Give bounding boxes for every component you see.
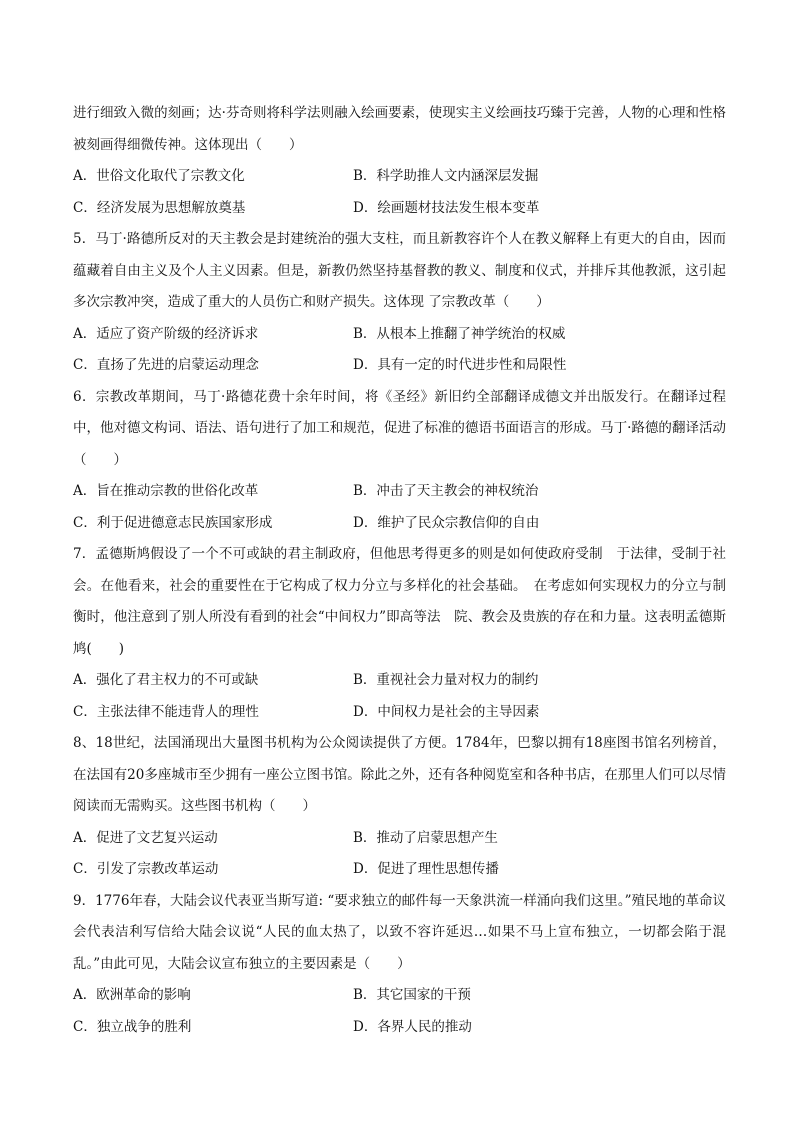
- option-a: A．旨在推动宗教的世俗化改革: [73, 483, 259, 499]
- question-5: [73, 224, 726, 382]
- question-stem: 进行细致入微的刻画；达·芬奇则将科学法则融入绘画要素，使现实主义绘画技巧臻于完善，人物的心理和性格被刻画得细微传神。这体现出（ ）: [73, 105, 726, 153]
- question-6: [73, 382, 726, 540]
- option-d: D．中间权力是社会的主导因素: [353, 703, 540, 720]
- option-a: A．强化了君主权力的不可或缺: [73, 672, 259, 688]
- option-b: B．重视社会力量对权力的制约: [353, 672, 539, 688]
- options-grid: [73, 823, 726, 886]
- option-a: A．欧洲革命的影响: [73, 987, 191, 1003]
- question-stem: 6．宗教改革期间，马丁·路德花费十余年时间，将《圣经》新旧约全部翻译成德文并出版发行。在翻译过程中，他对德文构词、语法、语句进行了加工和规范，促进了标准的德语书面语言的形成。马丁·路德的翻译活动（ ）: [73, 388, 726, 468]
- option-c: C．直扬了先进的启蒙运动理念: [73, 357, 259, 373]
- options-grid: [73, 665, 726, 728]
- option-b: B．推动了启蒙思想产生: [353, 829, 498, 846]
- option-c: C．独立战争的胜利: [73, 1018, 192, 1035]
- option-b: B．冲击了天主教会的神权统治: [353, 483, 539, 499]
- option-d: D．促进了理性思想传播: [353, 861, 499, 877]
- question-stem: 9．1776年春，大陆会议代表亚当斯写道: “要求独立的邮件每一天象洪流一样涌向我们这里。”殖民地的革命议会代表洁利写信给大陆会议说“人民的血太热了，以致不容许延迟…如果不马上宣布独立，一切都会陷于混乱。”由此可见，大陆会议宣布独立的主要因素是（ ）: [73, 892, 726, 972]
- question-stem: 5．马丁·路德所反对的天主教会是封建统治的强大支柱，而且新教容许个人在教义解释上有更大的自由，因而蕴藏着自由主义及个人主义因素。但是，新教仍然坚持基督教的教义、制度和仪式，并排斥其他教派，这引起多次宗教冲突，造成了重大的人员伤亡和财产损失。这体现 了宗教改革（ ）: [73, 231, 726, 310]
- option-c: C．主张法律不能违背人的理性: [73, 703, 259, 720]
- options-grid: [73, 161, 726, 224]
- option-c: C．引发了宗教改革运动: [73, 861, 219, 877]
- question-7: [73, 539, 726, 728]
- option-b: B．科学助推人文内涵深层发掘: [353, 168, 539, 184]
- options-grid: [73, 319, 726, 382]
- question-stem: 7．孟德斯鸠假设了一个不可或缺的君主制政府，但他思考得更多的则是如何使政府受制 于法律，受制于社会。在他看来，社会的重要性在于它构成了权力分立与多样化的社会基础。 在考虑如何实现权力的分立与制衡时，他注意到了别人所没有看到的社会“中间权力”即高等法 院、教会及贵族的存在和力量。这表明孟德斯鸠( ): [73, 546, 726, 657]
- option-a: A．世俗文化取代了宗教文化: [73, 168, 245, 184]
- question-continued: [73, 98, 726, 224]
- options-grid: [73, 980, 726, 1043]
- option-b: B．从根本上推翻了神学统治的权威: [353, 325, 566, 342]
- question-8: [73, 728, 726, 886]
- options-grid: [73, 476, 726, 539]
- option-a: A．促进了文艺复兴运动: [73, 829, 218, 846]
- option-a: A．适应了资产阶级的经济诉求: [73, 325, 259, 342]
- option-d: D．维护了民众宗教信仰的自由: [353, 514, 540, 531]
- option-c: C．经济发展为思想解放奠基: [73, 199, 246, 216]
- option-d: D．绘画题材技法发生根本变革: [353, 199, 540, 216]
- option-d: D．具有一定的时代进步性和局限性: [353, 357, 567, 373]
- option-d: D．各界人民的推动: [353, 1018, 472, 1035]
- option-b: B．其它国家的干预: [353, 987, 471, 1003]
- question-stem: 8、18世纪，法国涌现出大量图书机构为公众阅读提供了方便。1784年，巴黎以拥有18座图书馆名列榜首，在法国有20多座城市至少拥有一座公立图书馆。除此之外，还有各种阅览室和各种书店，在那里人们可以尽情阅读而无需购买。这些图书机构（ ）: [73, 735, 726, 814]
- question-9: [73, 886, 726, 1044]
- option-c: C．利于促进德意志民族国家形成: [73, 514, 273, 531]
